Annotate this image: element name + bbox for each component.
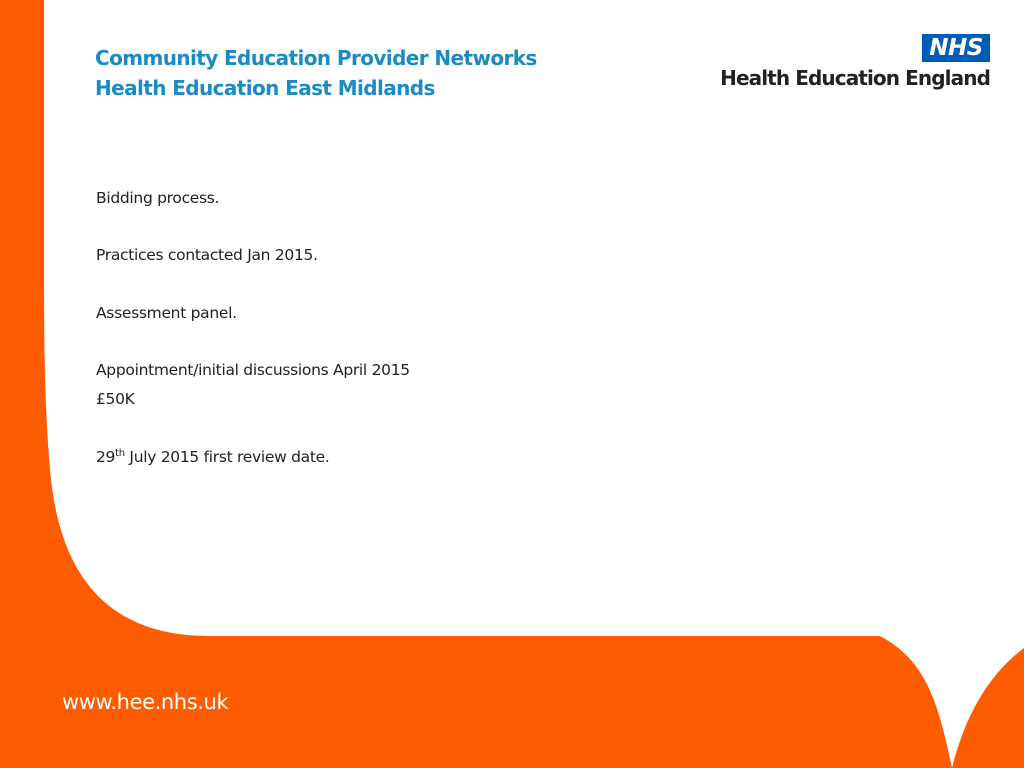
footer-website-link[interactable]: www.hee.nhs.uk [62, 690, 229, 714]
review-date-text: July 2015 first review date. [124, 448, 330, 466]
bullet-assessment-panel: Assessment panel. [96, 304, 237, 322]
review-day-suffix: th [115, 448, 125, 459]
organisation-name: Health Education England [720, 66, 990, 90]
slide-title-line2: Health Education East Midlands [95, 76, 435, 100]
bullet-bidding-process: Bidding process. [96, 189, 220, 207]
bullet-review-date [96, 448, 329, 466]
hee-logo [708, 34, 992, 96]
bullet-practices-contacted: Practices contacted Jan 2015. [96, 246, 318, 264]
bullet-appointment: Appointment/initial discussions April 2015 [96, 361, 410, 379]
bullet-funding-amount: £50K [96, 390, 135, 408]
review-day: 29 [96, 448, 116, 466]
nhs-logo-text: NHS [929, 35, 983, 61]
slide-title-line1: Community Education Provider Networks [95, 46, 537, 70]
